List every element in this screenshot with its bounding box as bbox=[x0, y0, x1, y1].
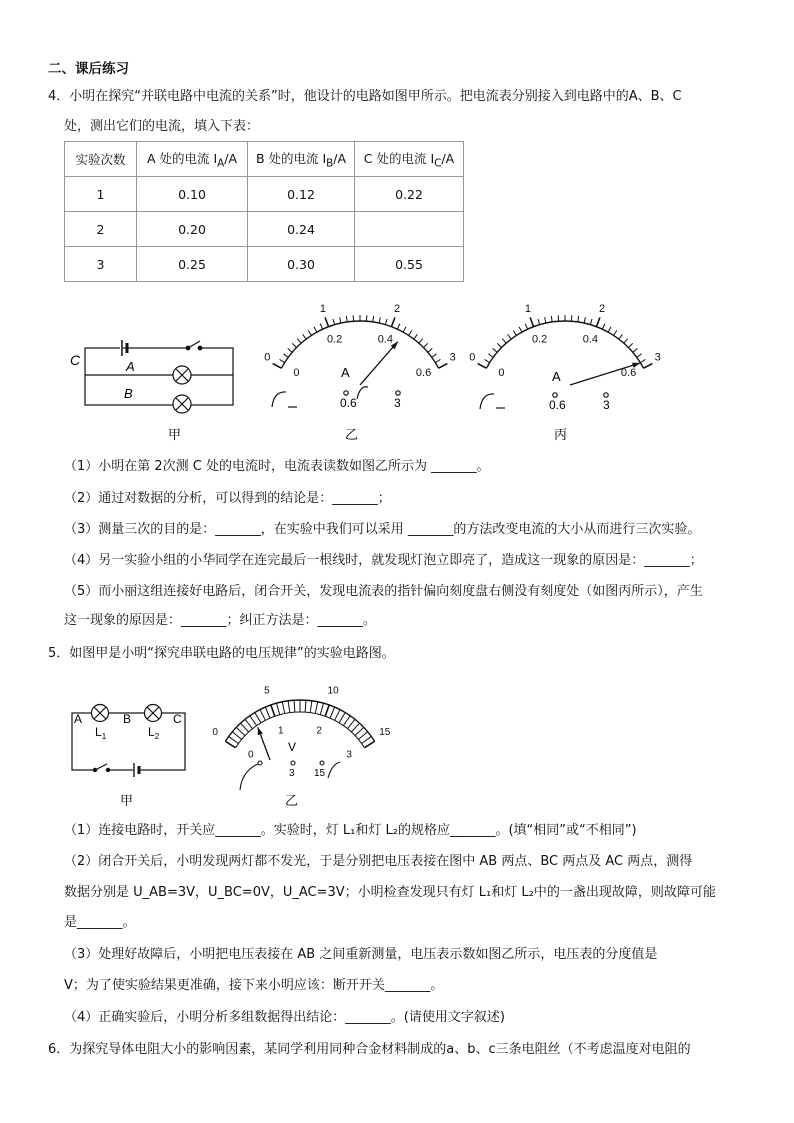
dial-tick bbox=[364, 741, 374, 747]
dial-tick bbox=[340, 317, 341, 323]
dial-scale-label-upper: 15 bbox=[379, 727, 391, 739]
dial-tick bbox=[282, 702, 284, 714]
dial-tick bbox=[271, 705, 275, 716]
dial-scale-label-upper: 1 bbox=[319, 302, 327, 315]
dial-tick bbox=[241, 723, 249, 732]
q5-item-2a: （2）闭合开关后，小明发现两灯都不发光，于是分别把电压表接在图中 AB 两点、BC 两点及 AC 两点，测得 bbox=[64, 854, 693, 869]
dial-tick bbox=[303, 334, 307, 339]
dial-tick bbox=[343, 716, 350, 726]
terminal-label: 15 bbox=[314, 768, 326, 779]
table-cell: 0.25 bbox=[137, 247, 248, 282]
dial-tick bbox=[439, 364, 448, 369]
dial-scale-label-upper: 3 bbox=[654, 351, 661, 364]
dial-tick bbox=[409, 330, 412, 335]
ammeter-symbol: A bbox=[552, 369, 561, 384]
dial-tick bbox=[485, 359, 490, 362]
point-b-label: B bbox=[123, 712, 132, 726]
q6-stem: 6．为探究导体电阻大小的影响因素，某同学利用同种合金材料制成的a、b、c三条电阻丝（不考虑温度对电阻的 bbox=[48, 1042, 691, 1057]
dial-tick bbox=[283, 354, 288, 358]
dial-tick bbox=[288, 348, 293, 352]
dial-scale-label-upper: 0 bbox=[212, 727, 218, 739]
dial-tick bbox=[325, 317, 329, 326]
dial-tick bbox=[314, 327, 317, 332]
dial-tick bbox=[229, 736, 239, 743]
dial-scale-label-upper: 2 bbox=[598, 302, 606, 315]
dial-tick bbox=[403, 327, 406, 332]
table-cell: 0.30 bbox=[248, 247, 355, 282]
dial-scale-label-lower: 0.4 bbox=[582, 333, 599, 346]
dial-scale-label-upper: 10 bbox=[327, 685, 339, 697]
dial-tick bbox=[310, 701, 312, 713]
q5-item-3a: （3）处理好故障后，小明把电压表接在 AB 之间重新测量，电压表示数如图乙所示，电压表的分度值是 bbox=[64, 947, 658, 962]
q4-item-4: （4）另一实验小组的小华同学在连完最后一根线时，就发现灯泡立即亮了，造成这一现象的原因是：_______； bbox=[64, 553, 703, 568]
dial-scale-label-lower: 0 bbox=[498, 367, 505, 380]
dial-tick bbox=[305, 700, 306, 712]
table-cell: 0.20 bbox=[137, 212, 248, 247]
dial-tick bbox=[602, 324, 605, 329]
q5-item-2b: 数据分别是 U_AB=3V，U_BC=0V，U_AC=3V；小明检查发现只有灯 L₁和灯 L₂中的一盏出现故障，则故障可能 bbox=[64, 885, 716, 900]
figure-label-yi: 乙 bbox=[285, 793, 299, 808]
dial-tick bbox=[608, 327, 611, 332]
dial-tick bbox=[325, 705, 329, 716]
dial-tick bbox=[245, 719, 252, 728]
dial-tick bbox=[545, 317, 546, 323]
dial-scale-label-lower: 2 bbox=[316, 725, 322, 737]
ammeter-symbol: A bbox=[341, 365, 350, 380]
dial-scale-label-lower: 0.4 bbox=[377, 333, 394, 346]
dial-scale-label-lower: 0.2 bbox=[531, 333, 548, 346]
dial-tick bbox=[385, 319, 387, 325]
dial-tick bbox=[260, 710, 265, 721]
dial-tick bbox=[391, 317, 395, 326]
dial-tick bbox=[525, 324, 528, 329]
voltmeter-symbol: V bbox=[288, 740, 297, 754]
dial-scale-label-lower: 0 bbox=[293, 367, 300, 380]
ammeter-terminals bbox=[480, 393, 608, 409]
dial-tick bbox=[628, 343, 632, 347]
q4-item-2: （2）通过对数据的分析，可以得到的结论是：_______； bbox=[64, 491, 391, 506]
dial-tick bbox=[297, 339, 301, 344]
point-c-label: C bbox=[70, 352, 81, 368]
point-a-label: A bbox=[74, 712, 83, 726]
dial-tick bbox=[397, 324, 400, 329]
table-cell: 3 bbox=[65, 247, 137, 282]
figure-label-yi: 乙 bbox=[345, 427, 359, 442]
table-header-cell: B 处的电流 $I_B/A$ bbox=[248, 142, 355, 177]
dial-tick bbox=[315, 702, 317, 714]
dial-scale-label-upper: 1 bbox=[524, 302, 532, 315]
dial-scale-label-lower: 0 bbox=[248, 749, 254, 761]
section-title: 二、课后练习 bbox=[48, 61, 129, 77]
dial-tick bbox=[624, 339, 628, 344]
dial-tick bbox=[590, 319, 592, 325]
dial-tick bbox=[347, 719, 354, 728]
dial-tick bbox=[488, 354, 493, 358]
dial-tick bbox=[320, 324, 323, 329]
dial-tick bbox=[351, 723, 359, 732]
voltmeter-dial bbox=[212, 686, 390, 761]
point-c-label: C bbox=[173, 712, 182, 726]
point-a-label: A bbox=[126, 359, 135, 374]
terminal-label: 3 bbox=[603, 398, 610, 412]
q5-figures bbox=[60, 668, 400, 813]
dial-tick bbox=[493, 348, 498, 352]
q4-item-5b: 这一现象的原因是：_______；纠正方法是：_______。 bbox=[64, 613, 377, 628]
dial-arc bbox=[281, 321, 438, 368]
dial-tick bbox=[596, 317, 600, 326]
table-row bbox=[65, 177, 464, 212]
q5-item-4: （4）正确实验后，小明分析多组数据得出结论：_______。(请使用文字叙述) bbox=[64, 1010, 505, 1025]
dial-tick bbox=[414, 334, 418, 339]
dial-band bbox=[236, 712, 365, 748]
q5-stem: 5．如图甲是小明“探究串联电路的电压规律”的实验电路图。 bbox=[48, 646, 395, 661]
dial-tick bbox=[292, 343, 296, 347]
dial-tick bbox=[478, 364, 487, 369]
q5-item-1: （1）连接电路时，开关应_______。实验时，灯 L₁和灯 L₂的规格应_______。(填“相同”或“不相同”) bbox=[64, 823, 637, 838]
q4-stem-line2: 处，测出它们的电流，填入下表： bbox=[64, 119, 260, 134]
dial-tick bbox=[419, 339, 423, 344]
dial-tick bbox=[578, 316, 579, 322]
dial-tick bbox=[255, 713, 261, 723]
dial-tick bbox=[339, 713, 345, 723]
q4-figures bbox=[60, 285, 680, 445]
terminal-label: 3 bbox=[289, 768, 295, 779]
dial-needle-head bbox=[258, 727, 263, 735]
dial-tick bbox=[551, 316, 552, 322]
dial-tick bbox=[288, 701, 290, 713]
table-header-row bbox=[65, 142, 464, 177]
dial-tick bbox=[358, 732, 367, 740]
figure-label-jia: 甲 bbox=[120, 793, 134, 808]
dial-tick bbox=[225, 741, 235, 747]
figure-label-jia: 甲 bbox=[168, 427, 182, 442]
dial-tick bbox=[346, 316, 347, 322]
q4-item-3: （3）测量三次的目的是：_______，在实验中我们可以采用 _______的方法改变电流的大小从而进行三次实验。 bbox=[64, 522, 701, 537]
table-cell: 0.22 bbox=[355, 177, 464, 212]
q5-item-3b: V；为了使实验结果更准确，接下来小明应该：断开开关_______。 bbox=[64, 978, 444, 993]
dial-tick bbox=[530, 317, 534, 326]
dial-tick bbox=[519, 327, 522, 332]
terminal-label: 3 bbox=[394, 396, 401, 410]
dial-tick bbox=[502, 339, 506, 344]
table-header-cell: A 处的电流 $I_A/A$ bbox=[137, 142, 248, 177]
dial-scale-label-lower: 0.6 bbox=[620, 367, 637, 380]
dial-tick bbox=[497, 343, 501, 347]
dial-tick bbox=[277, 703, 280, 715]
dial-tick bbox=[614, 330, 617, 335]
dial-tick bbox=[294, 700, 295, 712]
dial-tick bbox=[355, 727, 364, 735]
point-b-label: B bbox=[124, 386, 133, 401]
dial-tick bbox=[280, 359, 285, 362]
dial-tick bbox=[644, 364, 653, 369]
dial-tick bbox=[508, 334, 512, 339]
dial-tick bbox=[435, 359, 440, 362]
dial-scale-label-lower: 0.2 bbox=[326, 333, 343, 346]
dial-needle bbox=[360, 342, 398, 385]
q4-circuit-diagram bbox=[85, 340, 233, 413]
dial-tick bbox=[333, 319, 335, 325]
dial-tick bbox=[428, 348, 433, 352]
dial-tick bbox=[320, 703, 323, 715]
dial-tick bbox=[619, 334, 623, 339]
dial-scale-label-lower: 3 bbox=[346, 749, 352, 761]
dial-tick bbox=[432, 354, 437, 358]
terminal-label: 0.6 bbox=[340, 396, 357, 410]
ammeter-dial-bing bbox=[469, 303, 661, 385]
dial-tick bbox=[250, 716, 257, 726]
dial-tick bbox=[330, 707, 335, 718]
dial-tick bbox=[335, 710, 340, 721]
dial-scale-label-upper: 2 bbox=[393, 302, 401, 315]
q4-item-1: （1）小明在第 2次测 C 处的电流时，电流表读数如图乙所示为 _______。 bbox=[64, 459, 490, 474]
lamp-l2-label: $L_2$ bbox=[148, 725, 160, 741]
dial-tick bbox=[308, 330, 311, 335]
table-cell: 0.12 bbox=[248, 177, 355, 212]
dial-scale-label-lower: 0.6 bbox=[415, 367, 432, 380]
dial-scale-label-upper: 0 bbox=[469, 351, 476, 364]
dial-tick bbox=[232, 732, 241, 740]
dial-scale-label-upper: 5 bbox=[264, 685, 270, 697]
dial-tick bbox=[273, 364, 282, 369]
table-cell: 0.10 bbox=[137, 177, 248, 212]
ammeter-terminals bbox=[272, 387, 400, 407]
dial-tick bbox=[640, 359, 645, 362]
dial-tick bbox=[265, 707, 270, 718]
table-header-cell: 实验次数 bbox=[65, 142, 137, 177]
dial-scale-label-lower: 1 bbox=[278, 725, 284, 737]
dial-scale-label-upper: 3 bbox=[449, 351, 456, 364]
dial-tick bbox=[236, 727, 245, 735]
q4-data-table bbox=[64, 141, 464, 282]
ammeter-dial-yi bbox=[264, 303, 456, 385]
dial-tick bbox=[633, 348, 638, 352]
figure-label-bing: 丙 bbox=[554, 427, 568, 442]
table-cell: 0.24 bbox=[248, 212, 355, 247]
table-row bbox=[65, 212, 464, 247]
dial-tick bbox=[513, 330, 516, 335]
dial-tick bbox=[373, 316, 374, 322]
q4-item-5a: （5）而小丽这组连接好电路后，闭合开关，发现电流表的指针偏向刻度盘右侧没有刻度处（如图丙所示），产生 bbox=[64, 584, 703, 599]
table-cell: 1 bbox=[65, 177, 137, 212]
table-header-cell: C 处的电流 $I_C/A$ bbox=[355, 142, 464, 177]
dial-tick bbox=[362, 736, 372, 743]
dial-tick bbox=[423, 343, 427, 347]
table-cell: 0.55 bbox=[355, 247, 464, 282]
dial-tick bbox=[379, 317, 380, 323]
lamp-l1-label: $L_1$ bbox=[95, 725, 107, 741]
q4-stem-line1: 4．小明在探究“并联电路中电流的关系”时，他设计的电路如图甲所示。把电流表分别接入到电路中的A、B、C bbox=[48, 89, 682, 104]
dial-tick bbox=[637, 354, 642, 358]
dial-scale-label-upper: 0 bbox=[264, 351, 271, 364]
dial-tick bbox=[538, 319, 540, 325]
table-row bbox=[65, 247, 464, 282]
table-cell bbox=[355, 212, 464, 247]
q5-item-2c: 是_______。 bbox=[64, 915, 136, 930]
dial-arc bbox=[486, 321, 643, 368]
dial-tick bbox=[584, 317, 585, 323]
table-cell: 2 bbox=[65, 212, 137, 247]
terminal-label: 0.6 bbox=[549, 398, 566, 412]
